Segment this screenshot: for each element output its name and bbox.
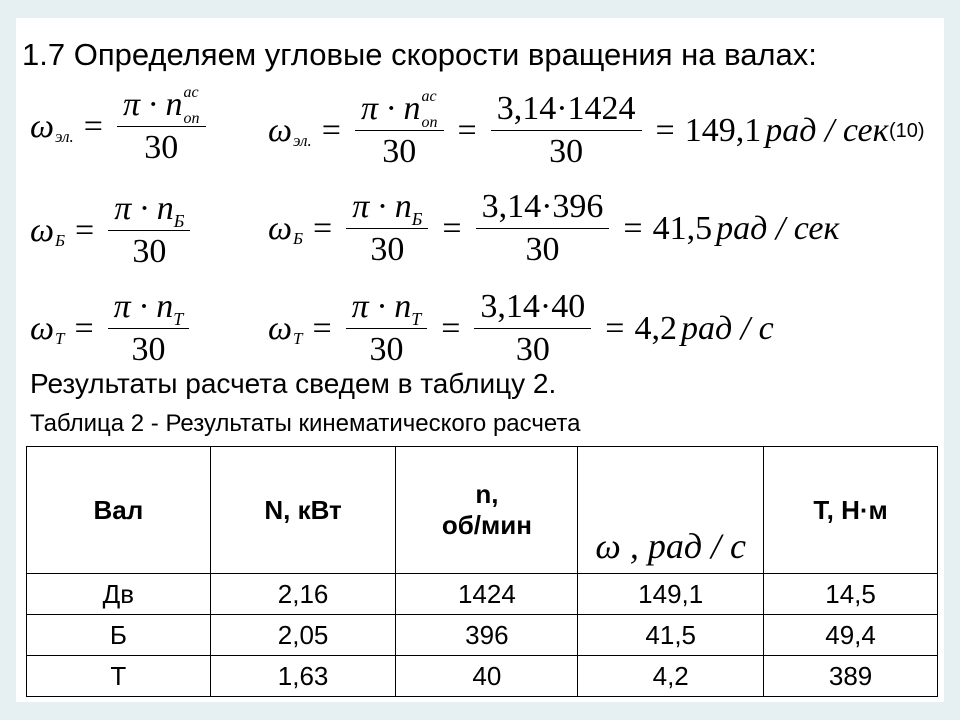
formula-omega-el-general: ω эл. = π · n ас оп 30 bbox=[30, 86, 210, 167]
cell: 40 bbox=[396, 656, 578, 697]
formula-omega-b-general: ω Б = $\frac{\pi \cdot n_Б}{30}$ bbox=[30, 190, 194, 271]
section-heading: 1.7 Определяем угловые скорости вращения на валах: bbox=[22, 37, 817, 72]
header-torque: Т, Н·м bbox=[764, 447, 938, 574]
equation-number: (10) bbox=[889, 120, 925, 142]
formula-omega-el-computed: ω эл. = π · n ас оп 30 = $\frac{3,14\cdot 1424}{30}$ = 149,1 рад / сек bbox=[268, 88, 889, 170]
table-row bbox=[27, 656, 938, 697]
results-table bbox=[26, 446, 938, 697]
cell: 396 bbox=[396, 615, 578, 656]
formula-omega-t-computed: ω Т = $\frac{\pi \cdot n_Т}{30}$ = $\frac{3,14\cdot 40}{30}$ = 4,2 рад / с bbox=[268, 288, 774, 368]
header-shaft: Вал bbox=[27, 447, 211, 574]
cell: 1,63 bbox=[210, 656, 396, 697]
cell: 14,5 bbox=[764, 574, 938, 615]
header-speed: n, об/мин bbox=[396, 447, 578, 574]
cell: 2,16 bbox=[210, 574, 396, 615]
formula-omega-t-general: ω Т = $\frac{\pi \cdot n_Т}{30}$ bbox=[30, 288, 193, 369]
cell: 49,4 bbox=[764, 615, 938, 656]
header-power: N, кВт bbox=[210, 447, 396, 574]
table-header-row bbox=[27, 447, 938, 574]
cell: 149,1 bbox=[578, 574, 764, 615]
header-omega: ω , рад / с bbox=[578, 447, 764, 574]
formula-omega-b-computed: ω Б = $\frac{\pi \cdot n_Б}{30}$ = $\frac{3,14\cdot 396}{30}$ = 41,5 рад / сек bbox=[268, 188, 840, 268]
table-caption: Таблица 2 - Результаты кинематического расчета bbox=[30, 410, 581, 437]
cell: Т bbox=[27, 656, 211, 697]
summary-text: Результаты расчета сведем в таблицу 2. bbox=[30, 368, 557, 399]
cell: 1424 bbox=[396, 574, 578, 615]
cell: 2,05 bbox=[210, 615, 396, 656]
table-row bbox=[27, 574, 938, 615]
cell: Б bbox=[27, 615, 211, 656]
cell: Дв bbox=[27, 574, 211, 615]
cell: 41,5 bbox=[578, 615, 764, 656]
cell: 389 bbox=[764, 656, 938, 697]
cell: 4,2 bbox=[578, 656, 764, 697]
table-row bbox=[27, 615, 938, 656]
